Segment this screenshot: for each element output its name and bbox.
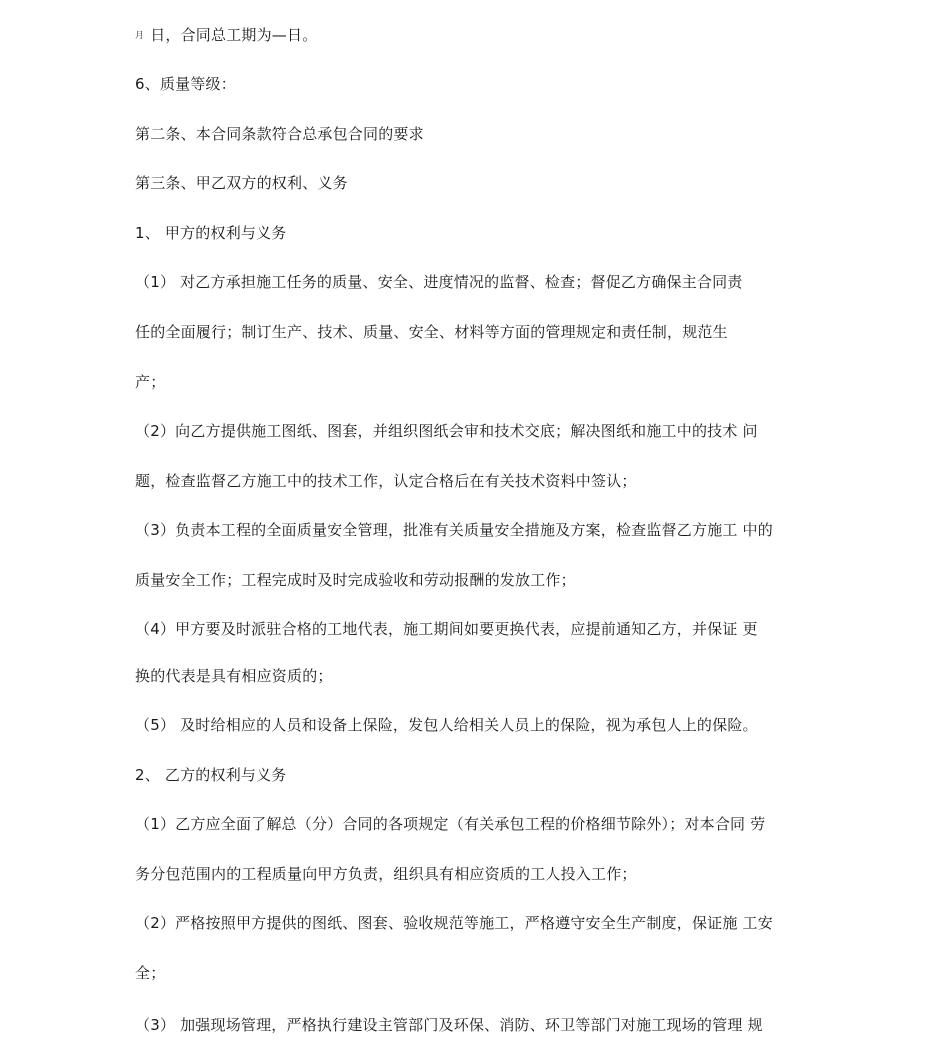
article-heading: 第三条、甲乙双方的权利、义务	[135, 174, 348, 192]
text-line: 换的代表是具有相应资质的；	[135, 667, 333, 685]
text-line: （1） 对乙方承担施工任务的质量、安全、进度情况的监督、检查；督促乙方确保主合同责	[135, 273, 743, 291]
section-heading: 1、 甲方的权利与义务	[135, 224, 287, 242]
text-line: （5） 及时给相应的人员和设备上保险，发包人给相关人员上的保险，视为承包人上的保险。	[135, 716, 758, 734]
article-heading: 第二条、本合同条款符合总承包合同的要求	[135, 125, 424, 143]
text-line	[135, 25, 317, 46]
text-line: （4）甲方要及时派驻合格的工地代表，施工期间如要更换代表，应提前通知乙方，并保证 更	[135, 620, 758, 638]
text-line: （2）向乙方提供施工图纸、图套，并组织图纸会审和技术交底；解决图纸和施工中的技术 问	[135, 422, 758, 440]
line-text: 日，合同总工期为—日。	[150, 26, 318, 44]
text-line: 全；	[135, 964, 166, 982]
text-line: 任的全面履行；制订生产、技术、质量、安全、材料等方面的管理规定和责任制，规范生	[135, 323, 728, 341]
text-line: 务分包范围内的工程质量向甲方负责，组织具有相应资质的工人投入工作；	[135, 865, 637, 883]
section-heading: 2、 乙方的权利与义务	[135, 766, 287, 784]
text-line: 产；	[135, 373, 166, 391]
text-line: （1）乙方应全面了解总（分）合同的各项规定（有关承包工程的价格细节除外）；对本合同 劳	[135, 815, 766, 833]
month-marker: 月	[135, 30, 145, 41]
text-line: 题，检查监督乙方施工中的技术工作，认定合格后在有关技术资料中签认；	[135, 472, 637, 490]
text-line: （2）严格按照甲方提供的图纸、图套、验收规范等施工，严格遵守安全生产制度，保证施 工安	[135, 914, 773, 932]
text-line: （3） 加强现场管理，严格执行建设主管部门及环保、消防、环卫等部门对施工现场的管理 规	[135, 1016, 763, 1034]
text-line: 6、质量等级：	[135, 75, 236, 93]
text-line: 质量安全工作；工程完成时及时完成验收和劳动报酬的发放工作；	[135, 571, 576, 589]
text-line: （3）负责本工程的全面质量安全管理，批准有关质量安全措施及方案，检查监督乙方施工 中的	[135, 521, 773, 539]
